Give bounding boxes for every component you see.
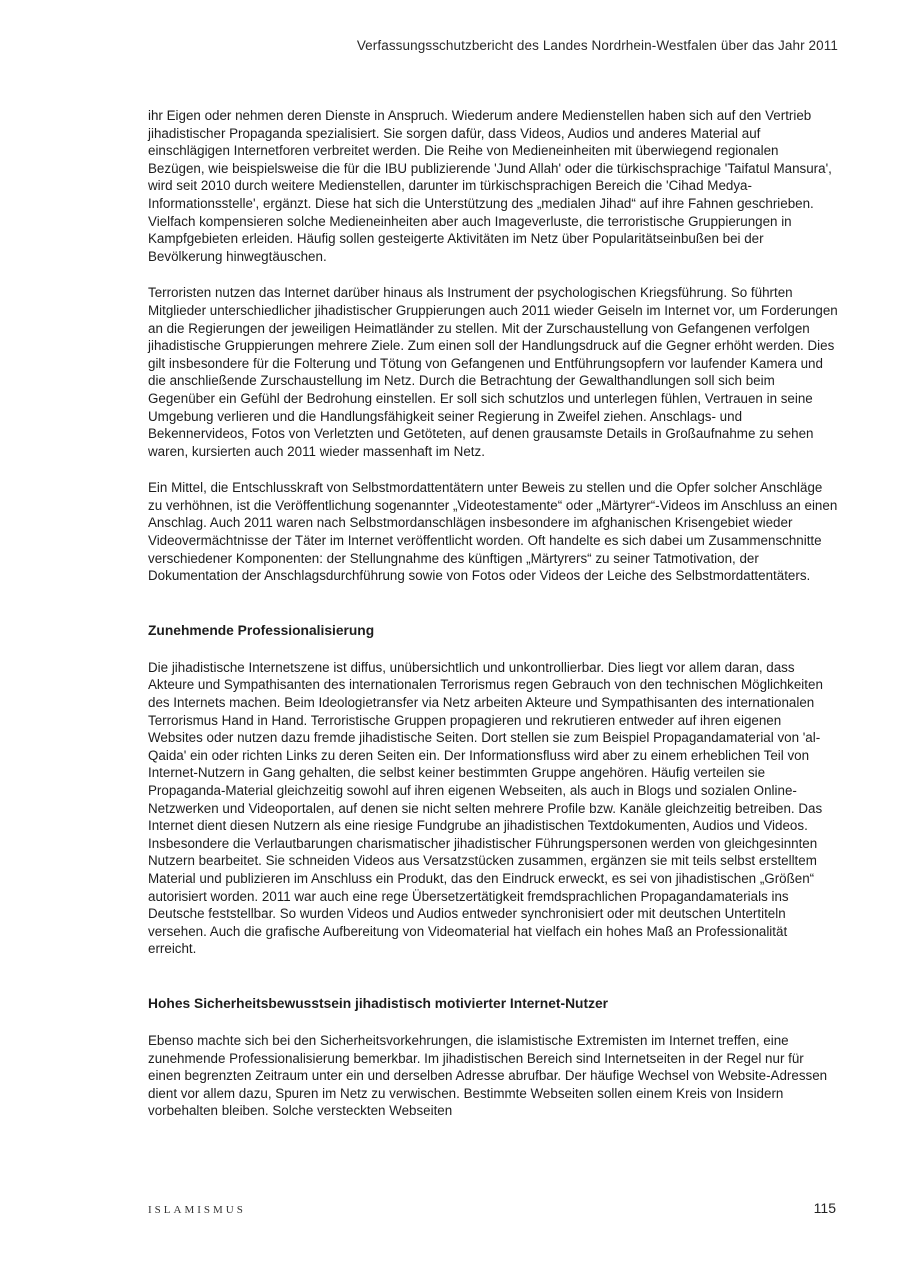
paragraph: Ein Mittel, die Entschlusskraft von Selbstmordattentätern unter Beweis zu stellen und die Opfer solcher Anschläge zu verhöhnen, ist die Veröffentlichung sogenannter „Videotestamente“ oder „Märtyrer“-Videos im Anschluss an einen Anschlag. Auch 2011 waren nach Selbstmordanschlägen insbesondere im afghanischen Krisengebiet wieder Videovermächtnisse der Täter im Internet veröffentlicht worden. Oft handelte es sich dabei um Zusammenschnitte verschiedener Komponenten: der Stellungnahme des künftigen „Märtyrers“ zu seiner Tatmotivation, der Dokumentation der Anschlagsdurchführung sowie von Fotos oder Videos der Leiche des Selbstmordattentäters.	[148, 480, 838, 584]
page-number: 115	[813, 1200, 836, 1216]
paragraph: Ebenso machte sich bei den Sicherheitsvorkehrungen, die islamistische Extremisten im Internet treffen, eine zunehmende Professionalisierung bemerkbar. Im jihadistischen Bereich sind Internetseiten in der Regel nur für einen begrenzten Zeitraum unter ein und derselben Adresse abrufbar. Der häufige Wechsel von Website-Adressen dient vor allem dazu, Spuren im Netz zu verwischen. Bestimmte Webseiten sollen einem Kreis von Insidern vorbehalten bleiben. Solche versteckten Webseiten	[148, 1032, 828, 1119]
running-header: Verfassungsschutzbericht des Landes Nordrhein-Westfalen über das Jahr 2011	[356, 38, 838, 53]
footer-section-label: ISLAMISMUS	[148, 1204, 246, 1216]
paragraph: Terroristen nutzen das Internet darüber hinaus als Instrument der psychologischen Kriegsführung. So führten Mitglieder unterschiedlicher jihadistischer Gruppierungen auch 2011 wieder Geiseln im Internet vor, um Forderungen an die Regierungen der jeweiligen Heimatländer zu stellen. Mit der Zurschaustellung von Gefangenen verfolgen jihadistische Gruppierungen mehrere Ziele. Zum einen soll der Handlungsdruck auf die Gegner erhöht werden. Dies gilt insbesondere für die Folterung und Tötung von Gefangenen und Entführungsopfern vor laufender Kamera und die anschließende Zurschaustellung im Netz. Durch die Betrachtung der Gewalthandlungen soll sich beim Gegenüber ein Gefühl der Bedrohung einstellen. Er soll sich schutzlos und unterlegen fühlen, Vertrauen in seine Umgebung verlieren und die Handlungsfähigkeit seiner Regierung in Zweifel ziehen. Anschlags- und Bekennervideos, Fotos von Verletzten und Getöteten, auf denen grausamste Details in Großaufnahme zu sehen waren, kursierten auch 2011 wieder massenhaft im Netz.	[148, 285, 838, 459]
section-heading-professionalisierung: Zunehmende Professionalisierung	[148, 622, 375, 638]
paragraph: ihr Eigen oder nehmen deren Dienste in Anspruch. Wiederum andere Medienstellen haben sich auf den Vertrieb jihadistischer Propaganda spezialisiert. Sie sorgen dafür, dass Videos, Audios und anderes Material auf einschlägigen Internetforen verbreitet werden. Die Reihe von Medieneinheiten mit überwiegend regionalen Bezügen, wie beispielsweise die für die IBU publizierende 'Jund Allah' oder die türkischsprachige 'Taifatul Mansura', wird seit 2010 durch weitere Medienstellen, darunter im türkischsprachigen Bereich die 'Cihad Medya-Informationsstelle', ergänzt. Diese hat sich die Unterstützung des „medialen Jihad“ auf ihre Fahnen geschrieben. Vielfach kompensieren solche Medieneinheiten aber auch Imageverluste, die terroristische Gruppierungen in Kampfgebieten erleiden. Häufig sollen gesteigerte Aktivitäten im Netz über Popularitätseinbußen bei der Bevölkerung hinwegtäuschen.	[148, 108, 832, 264]
paragraph: Die jihadistische Internetszene ist diffus, unübersichtlich und unkontrollierbar. Dies liegt vor allem daran, dass Akteure und Sympathisanten des internationalen Terrorismus regen Gebrauch von den technischen Möglichkeiten des Internets machen. Beim Ideologietransfer via Netz arbeiten Akteure und Sympathisanten des internationalen Terrorismus Hand in Hand. Terroristische Gruppen propagieren und rekrutieren entweder auf ihren eigenen Websites oder nutzen dazu fremde jihadistische Seiten. Dort stellen sie zum Beispiel Propagandamaterial von 'al-Qaida' ein oder richten Links zu deren Seiten ein. Der Informationsfluss wird aber zu einem erheblichen Teil von Internet-Nutzern in Gang gehalten, die selbst keiner bestimmten Gruppe angehören. Häufig verteilen sie Propaganda-Material gleichzeitig sowohl auf ihren eigenen Webseiten, als auch in Blogs und sozialen Online-Netzwerken und Videoportalen, auf denen sie nicht selten mehrere Profile bzw. Kanäle gleichzeitig betreiben. Das Internet dient diesen Nutzern als eine riesige Fundgrube an jihadistischen Textdokumenten, Audios und Videos. Insbesondere die Verlautbarungen charismatischer jihadistischer Führungspersonen werden von gleichgesinnten Nutzern bearbeitet. Sie schneiden Videos aus Versatzstücken zusammen, ergänzen sie mit teils selbst erstelltem Material und publizieren im Anschluss ein Produkt, das den Eindruck erweckt, es sei von jihadistischen „Größen“ autorisiert worden. 2011 war auch eine rege Übersetzertätigkeit fremdsprachlichen Propagandamaterials ins Deutsche feststellbar. So wurden Videos und Audios entweder synchronisiert oder mit deutschen Untertiteln versehen. Auch die grafische Aufbereitung von Videomaterial hat vielfach ein hohes Maß an Professionalität erreicht.	[148, 659, 823, 957]
section-heading-sicherheitsbewusstsein: Hohes Sicherheitsbewusstsein jihadistisch motivierter Internet-Nutzer	[148, 995, 609, 1011]
document-body	[148, 107, 838, 1139]
